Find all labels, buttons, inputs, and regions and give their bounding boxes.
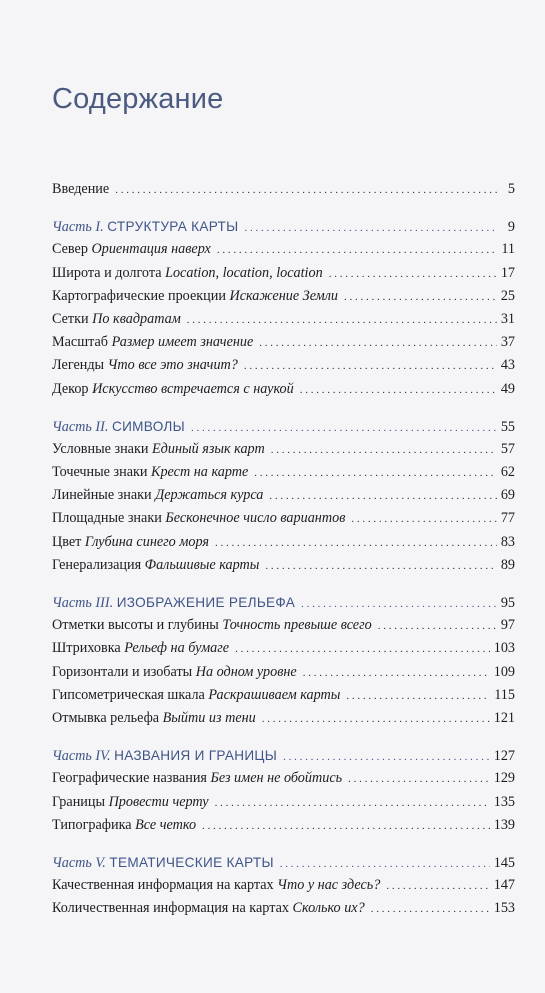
toc-label bbox=[52, 531, 209, 554]
part-prefix: Часть III. bbox=[52, 595, 114, 611]
toc-label bbox=[52, 744, 277, 768]
toc-chapter-row[interactable] bbox=[52, 484, 515, 507]
dot-leader bbox=[301, 593, 497, 616]
toc-label bbox=[52, 897, 365, 920]
chapter-title: Единый язык карт bbox=[152, 440, 265, 457]
part-name: СИМВОЛЫ bbox=[111, 418, 185, 434]
page-number: 9 bbox=[507, 219, 515, 236]
chapter-title: Глубина синего моря bbox=[84, 533, 209, 550]
toc-chapter-row[interactable] bbox=[52, 637, 515, 660]
page-number: 109 bbox=[493, 663, 515, 680]
chapter-topic: Отмывка рельефа bbox=[52, 709, 160, 726]
dot-leader bbox=[254, 462, 497, 485]
chapter-topic: Горизонтали и изобаты bbox=[52, 663, 193, 680]
part-name: ИЗОБРАЖЕНИЕ РЕЛЬЕФА bbox=[116, 595, 296, 610]
page-number: 129 bbox=[493, 770, 515, 787]
intro-label: Введение bbox=[52, 181, 110, 197]
toc-label bbox=[52, 554, 259, 577]
dot-leader bbox=[378, 615, 497, 638]
toc-chapter-row[interactable] bbox=[52, 814, 515, 837]
toc-chapter-row[interactable] bbox=[52, 614, 515, 637]
page-number: 69 bbox=[500, 487, 515, 504]
page-number: 25 bbox=[500, 287, 515, 304]
page-number: 139 bbox=[493, 816, 515, 833]
chapter-title: Сколько их? bbox=[292, 900, 365, 917]
chapter-title: Держаться курса bbox=[155, 487, 264, 504]
chapter-topic: Генерализация bbox=[52, 556, 142, 573]
toc-part-section bbox=[52, 851, 515, 921]
toc-label bbox=[52, 591, 295, 615]
toc-label bbox=[52, 354, 238, 377]
toc-chapter-row[interactable] bbox=[52, 684, 515, 707]
page-number: 17 bbox=[500, 264, 515, 281]
dot-leader bbox=[269, 485, 496, 508]
chapter-title: По квадратам bbox=[92, 310, 181, 327]
chapter-topic: Качественная информация на картах bbox=[52, 877, 274, 894]
toc-label bbox=[52, 791, 209, 814]
dot-leader bbox=[259, 332, 497, 355]
chapter-title: Location, location, location bbox=[165, 264, 323, 281]
toc-chapter-row[interactable] bbox=[52, 438, 515, 461]
chapter-topic: Гипсометрическая шкала bbox=[52, 686, 205, 703]
page-number: 31 bbox=[500, 310, 515, 327]
toc-label bbox=[52, 614, 372, 637]
page-number: 77 bbox=[500, 510, 515, 527]
page-title: Содержание bbox=[52, 83, 224, 115]
toc-part-heading[interactable] bbox=[52, 591, 515, 614]
chapter-topic: Границы bbox=[52, 793, 106, 810]
part-prefix: Часть IV. bbox=[52, 748, 111, 765]
chapter-title: Искажение Земли bbox=[229, 287, 338, 304]
dot-leader bbox=[217, 239, 497, 262]
toc-chapter-row[interactable] bbox=[52, 331, 515, 354]
page-number: 153 bbox=[493, 900, 515, 917]
chapter-title: Что у нас здесь? bbox=[277, 877, 381, 894]
dot-leader bbox=[386, 875, 489, 898]
chapter-topic: Легенды bbox=[52, 357, 105, 374]
toc-label bbox=[52, 461, 248, 484]
page-number: 89 bbox=[500, 556, 515, 573]
toc-label bbox=[52, 238, 211, 261]
page-number: 11 bbox=[501, 241, 515, 258]
chapter-title: Что все это значит? bbox=[107, 357, 238, 374]
dot-leader bbox=[344, 286, 497, 309]
chapter-topic: Линейные знаки bbox=[52, 487, 152, 504]
toc-label bbox=[52, 215, 238, 239]
chapter-title: Все четко bbox=[135, 816, 197, 833]
toc-chapter-row[interactable] bbox=[52, 661, 515, 684]
chapter-title: На одном уровне bbox=[195, 663, 297, 680]
page-number: 57 bbox=[500, 440, 515, 457]
page-number: 83 bbox=[500, 533, 515, 550]
dot-leader bbox=[244, 217, 497, 240]
toc-label bbox=[52, 767, 342, 790]
part-name: СТРУКТУРА КАРТЫ bbox=[107, 219, 239, 235]
dot-leader bbox=[348, 768, 490, 791]
chapter-topic: Широта и долгота bbox=[52, 264, 162, 281]
toc-chapter-row[interactable] bbox=[52, 767, 515, 790]
chapter-topic: Точечные знаки bbox=[52, 464, 148, 481]
dot-leader bbox=[300, 379, 497, 402]
page-number: 43 bbox=[500, 357, 515, 374]
dot-leader bbox=[215, 532, 497, 555]
dot-leader bbox=[283, 746, 490, 769]
page-number: 55 bbox=[500, 418, 515, 435]
toc-label bbox=[52, 637, 229, 660]
page-number: 145 bbox=[493, 854, 515, 871]
part-name: ТЕМАТИЧЕСКИЕ КАРТЫ bbox=[109, 854, 274, 870]
dot-leader bbox=[202, 815, 490, 838]
chapter-topic: Картографические проекции bbox=[52, 287, 226, 304]
toc-label bbox=[52, 308, 181, 331]
dot-leader bbox=[215, 792, 490, 815]
page-number: 5 bbox=[507, 181, 515, 197]
toc-chapter-row[interactable] bbox=[52, 554, 515, 577]
toc-part-section bbox=[52, 591, 515, 730]
parts-container bbox=[52, 215, 515, 920]
toc-label bbox=[52, 661, 297, 684]
chapter-title: Искусство встречается с наукой bbox=[92, 380, 294, 397]
dot-leader bbox=[244, 355, 497, 378]
chapter-topic: Штриховка bbox=[52, 640, 121, 657]
chapter-title: Выйти из тени bbox=[162, 709, 256, 726]
chapter-topic: Количественная информация на картах bbox=[52, 900, 289, 917]
toc-label bbox=[52, 378, 294, 401]
toc-list bbox=[52, 178, 515, 920]
toc-part-heading[interactable] bbox=[52, 215, 515, 238]
toc-part-section bbox=[52, 415, 515, 577]
toc-part-section bbox=[52, 215, 515, 401]
toc-label bbox=[52, 262, 323, 285]
toc-chapter-row[interactable] bbox=[52, 354, 515, 377]
toc-chapter-row[interactable] bbox=[52, 531, 515, 554]
dot-leader bbox=[346, 685, 490, 708]
dot-leader bbox=[191, 417, 497, 440]
page-number: 121 bbox=[493, 709, 515, 726]
dot-leader bbox=[303, 662, 490, 685]
chapter-title: Без имен не обойтись bbox=[210, 770, 343, 787]
chapter-topic: Географические названия bbox=[52, 770, 207, 787]
chapter-title: Раскрашиваем карты bbox=[208, 686, 341, 703]
page-number: 115 bbox=[494, 686, 515, 703]
chapter-topic: Условные знаки bbox=[52, 440, 149, 457]
toc-chapter-row[interactable] bbox=[52, 262, 515, 285]
page-number: 147 bbox=[493, 877, 515, 894]
toc-row-intro[interactable] bbox=[52, 178, 515, 201]
part-name: НАЗВАНИЯ И ГРАНИЦЫ bbox=[114, 748, 278, 764]
page-number: 103 bbox=[493, 640, 515, 657]
dot-leader bbox=[115, 179, 497, 202]
toc-chapter-row[interactable] bbox=[52, 461, 515, 484]
dot-leader bbox=[351, 508, 496, 531]
chapter-title: Рельеф на бумаге bbox=[124, 640, 230, 657]
chapter-title: Точность превыше всего bbox=[222, 617, 372, 634]
toc-label bbox=[52, 331, 253, 354]
chapter-title: Бесконечное число вариантов bbox=[165, 510, 346, 527]
page-number: 95 bbox=[500, 595, 515, 611]
page-number: 97 bbox=[500, 617, 515, 634]
dot-leader bbox=[187, 309, 497, 332]
dot-leader bbox=[235, 638, 490, 661]
chapter-topic: Север bbox=[52, 241, 88, 258]
toc-chapter-row[interactable] bbox=[52, 874, 515, 897]
chapter-topic: Цвет bbox=[52, 533, 82, 550]
chapter-topic: Площадные знаки bbox=[52, 510, 162, 527]
toc-chapter-row[interactable] bbox=[52, 507, 515, 530]
dot-leader bbox=[262, 708, 490, 731]
toc-chapter-row[interactable] bbox=[52, 791, 515, 814]
toc-label bbox=[52, 507, 345, 530]
page-number: 37 bbox=[500, 334, 515, 351]
dot-leader bbox=[271, 439, 497, 462]
toc-part-heading[interactable] bbox=[52, 744, 515, 767]
toc-chapter-row[interactable] bbox=[52, 897, 515, 920]
toc-part-heading[interactable] bbox=[52, 851, 515, 874]
toc-chapter-row[interactable] bbox=[52, 707, 515, 730]
page-number: 62 bbox=[500, 464, 515, 481]
toc-label bbox=[52, 814, 196, 837]
page-number: 127 bbox=[493, 748, 515, 765]
chapter-topic: Сетки bbox=[52, 310, 89, 327]
chapter-title: Крест на карте bbox=[151, 464, 249, 481]
dot-leader bbox=[329, 263, 497, 286]
dot-leader bbox=[265, 555, 496, 578]
chapter-topic: Отметки высоты и глубины bbox=[52, 617, 219, 634]
chapter-title: Ориентация наверх bbox=[91, 241, 211, 258]
chapter-title: Фальшивые карты bbox=[144, 556, 260, 573]
page-number: 135 bbox=[493, 793, 515, 810]
toc-label bbox=[52, 285, 338, 308]
toc-label bbox=[52, 684, 340, 707]
toc-chapter-row[interactable] bbox=[52, 238, 515, 261]
chapter-topic: Типографика bbox=[52, 816, 132, 833]
toc-label bbox=[52, 178, 109, 201]
toc-part-heading[interactable] bbox=[52, 415, 515, 438]
toc-label bbox=[52, 851, 274, 875]
dot-leader bbox=[280, 853, 490, 876]
toc-label bbox=[52, 874, 380, 897]
toc-label bbox=[52, 415, 185, 439]
part-prefix: Часть V. bbox=[52, 854, 106, 871]
toc-chapter-row[interactable] bbox=[52, 378, 515, 401]
part-prefix: Часть I. bbox=[52, 219, 104, 236]
toc-label bbox=[52, 438, 265, 461]
chapter-title: Провести черту bbox=[108, 793, 209, 810]
toc-chapter-row[interactable] bbox=[52, 285, 515, 308]
chapter-title: Размер имеет значение bbox=[111, 334, 254, 351]
toc-part-section bbox=[52, 744, 515, 837]
chapter-topic: Декор bbox=[52, 380, 89, 397]
part-prefix: Часть II. bbox=[52, 418, 109, 435]
toc-label bbox=[52, 707, 256, 730]
page-number: 49 bbox=[500, 380, 515, 397]
toc-label bbox=[52, 484, 263, 507]
dot-leader bbox=[371, 898, 490, 921]
toc-chapter-row[interactable] bbox=[52, 308, 515, 331]
chapter-topic: Масштаб bbox=[52, 334, 109, 351]
